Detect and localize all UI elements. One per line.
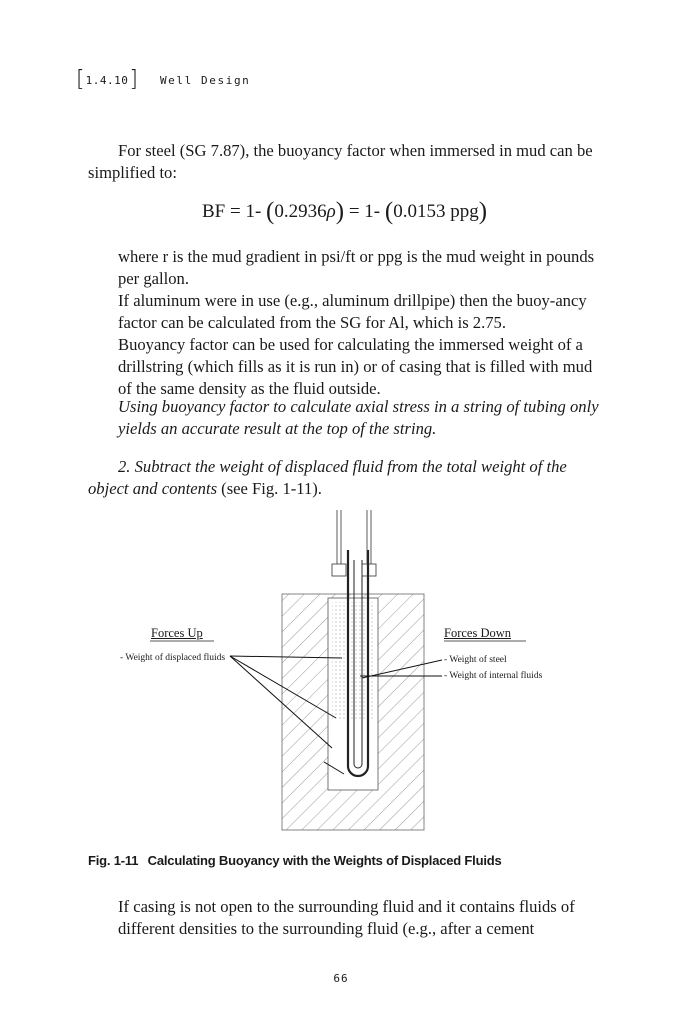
formula-term2: 0.0153 ppg	[393, 201, 479, 222]
forces-up-title: Forces Up	[151, 626, 203, 640]
note-mud-gradient: where r is the mud gradient in psi/ft or ppg is the mud weight in pounds per gallon.	[118, 247, 595, 288]
note-aluminum: If aluminum were in use (e.g., aluminum drillpipe) then the buoy-ancy factor can be calculated from the SG for Al, which is 2.75.	[118, 291, 587, 332]
caption-title: Calculating Buoyancy with the Weights of Displaced Fluids	[147, 853, 502, 868]
note-axial-stress: Using buoyancy factor to calculate axial stress in a string of tubing only yields an accurate result at the top of the string.	[118, 397, 599, 438]
formula-term1: 0.2936	[274, 201, 327, 222]
forces-up-item: - Weight of displaced fluids	[120, 653, 226, 663]
closing-paragraph: If casing is not open to the surrounding fluid and it contains fluids of different densities to the surrounding fluid (e.g., after a cement	[118, 897, 575, 938]
buoyancy-formula: BF = 1- (0.2936ρ) = 1- (0.0153 ppg)	[202, 198, 488, 225]
caption-number: Fig. 1-11	[88, 853, 139, 868]
forces-down-item-steel: - Weight of steel	[444, 655, 507, 665]
formula-rho: ρ	[326, 201, 336, 222]
section-number: 1.4.10	[85, 73, 129, 87]
buoyancy-figure	[110, 508, 570, 838]
formula-lhs: BF = 1-	[202, 201, 267, 222]
chapter-title: Well Design	[159, 73, 251, 87]
left-flange	[332, 564, 346, 576]
step-2-paragraph	[88, 456, 600, 500]
running-header	[76, 66, 250, 94]
header-close-bracket: ]	[129, 67, 138, 92]
step-2-italic: 2. Subtract the weight of displaced fluid from the total weight of the object and contents	[88, 457, 567, 498]
forces-down-item-internal: - Weight of internal fluids	[444, 671, 543, 681]
page-number: 66	[333, 972, 349, 985]
header-open-bracket: [	[76, 67, 85, 92]
forces-down-title: Forces Down	[444, 626, 512, 640]
formula-middle: = 1-	[344, 201, 385, 222]
figure-caption	[88, 853, 502, 868]
step-2-plain: (see Fig. 1-11).	[217, 479, 322, 498]
note-immersed-weight: Buoyancy factor can be used for calculating the immersed weight of a drillstring (which fills as it is run in) or of casing that is filled with mud of the same density as the fluid outside.	[118, 335, 593, 398]
intro-paragraph: For steel (SG 7.87), the buoyancy factor when immersed in mud can be simplified to:	[88, 141, 593, 182]
